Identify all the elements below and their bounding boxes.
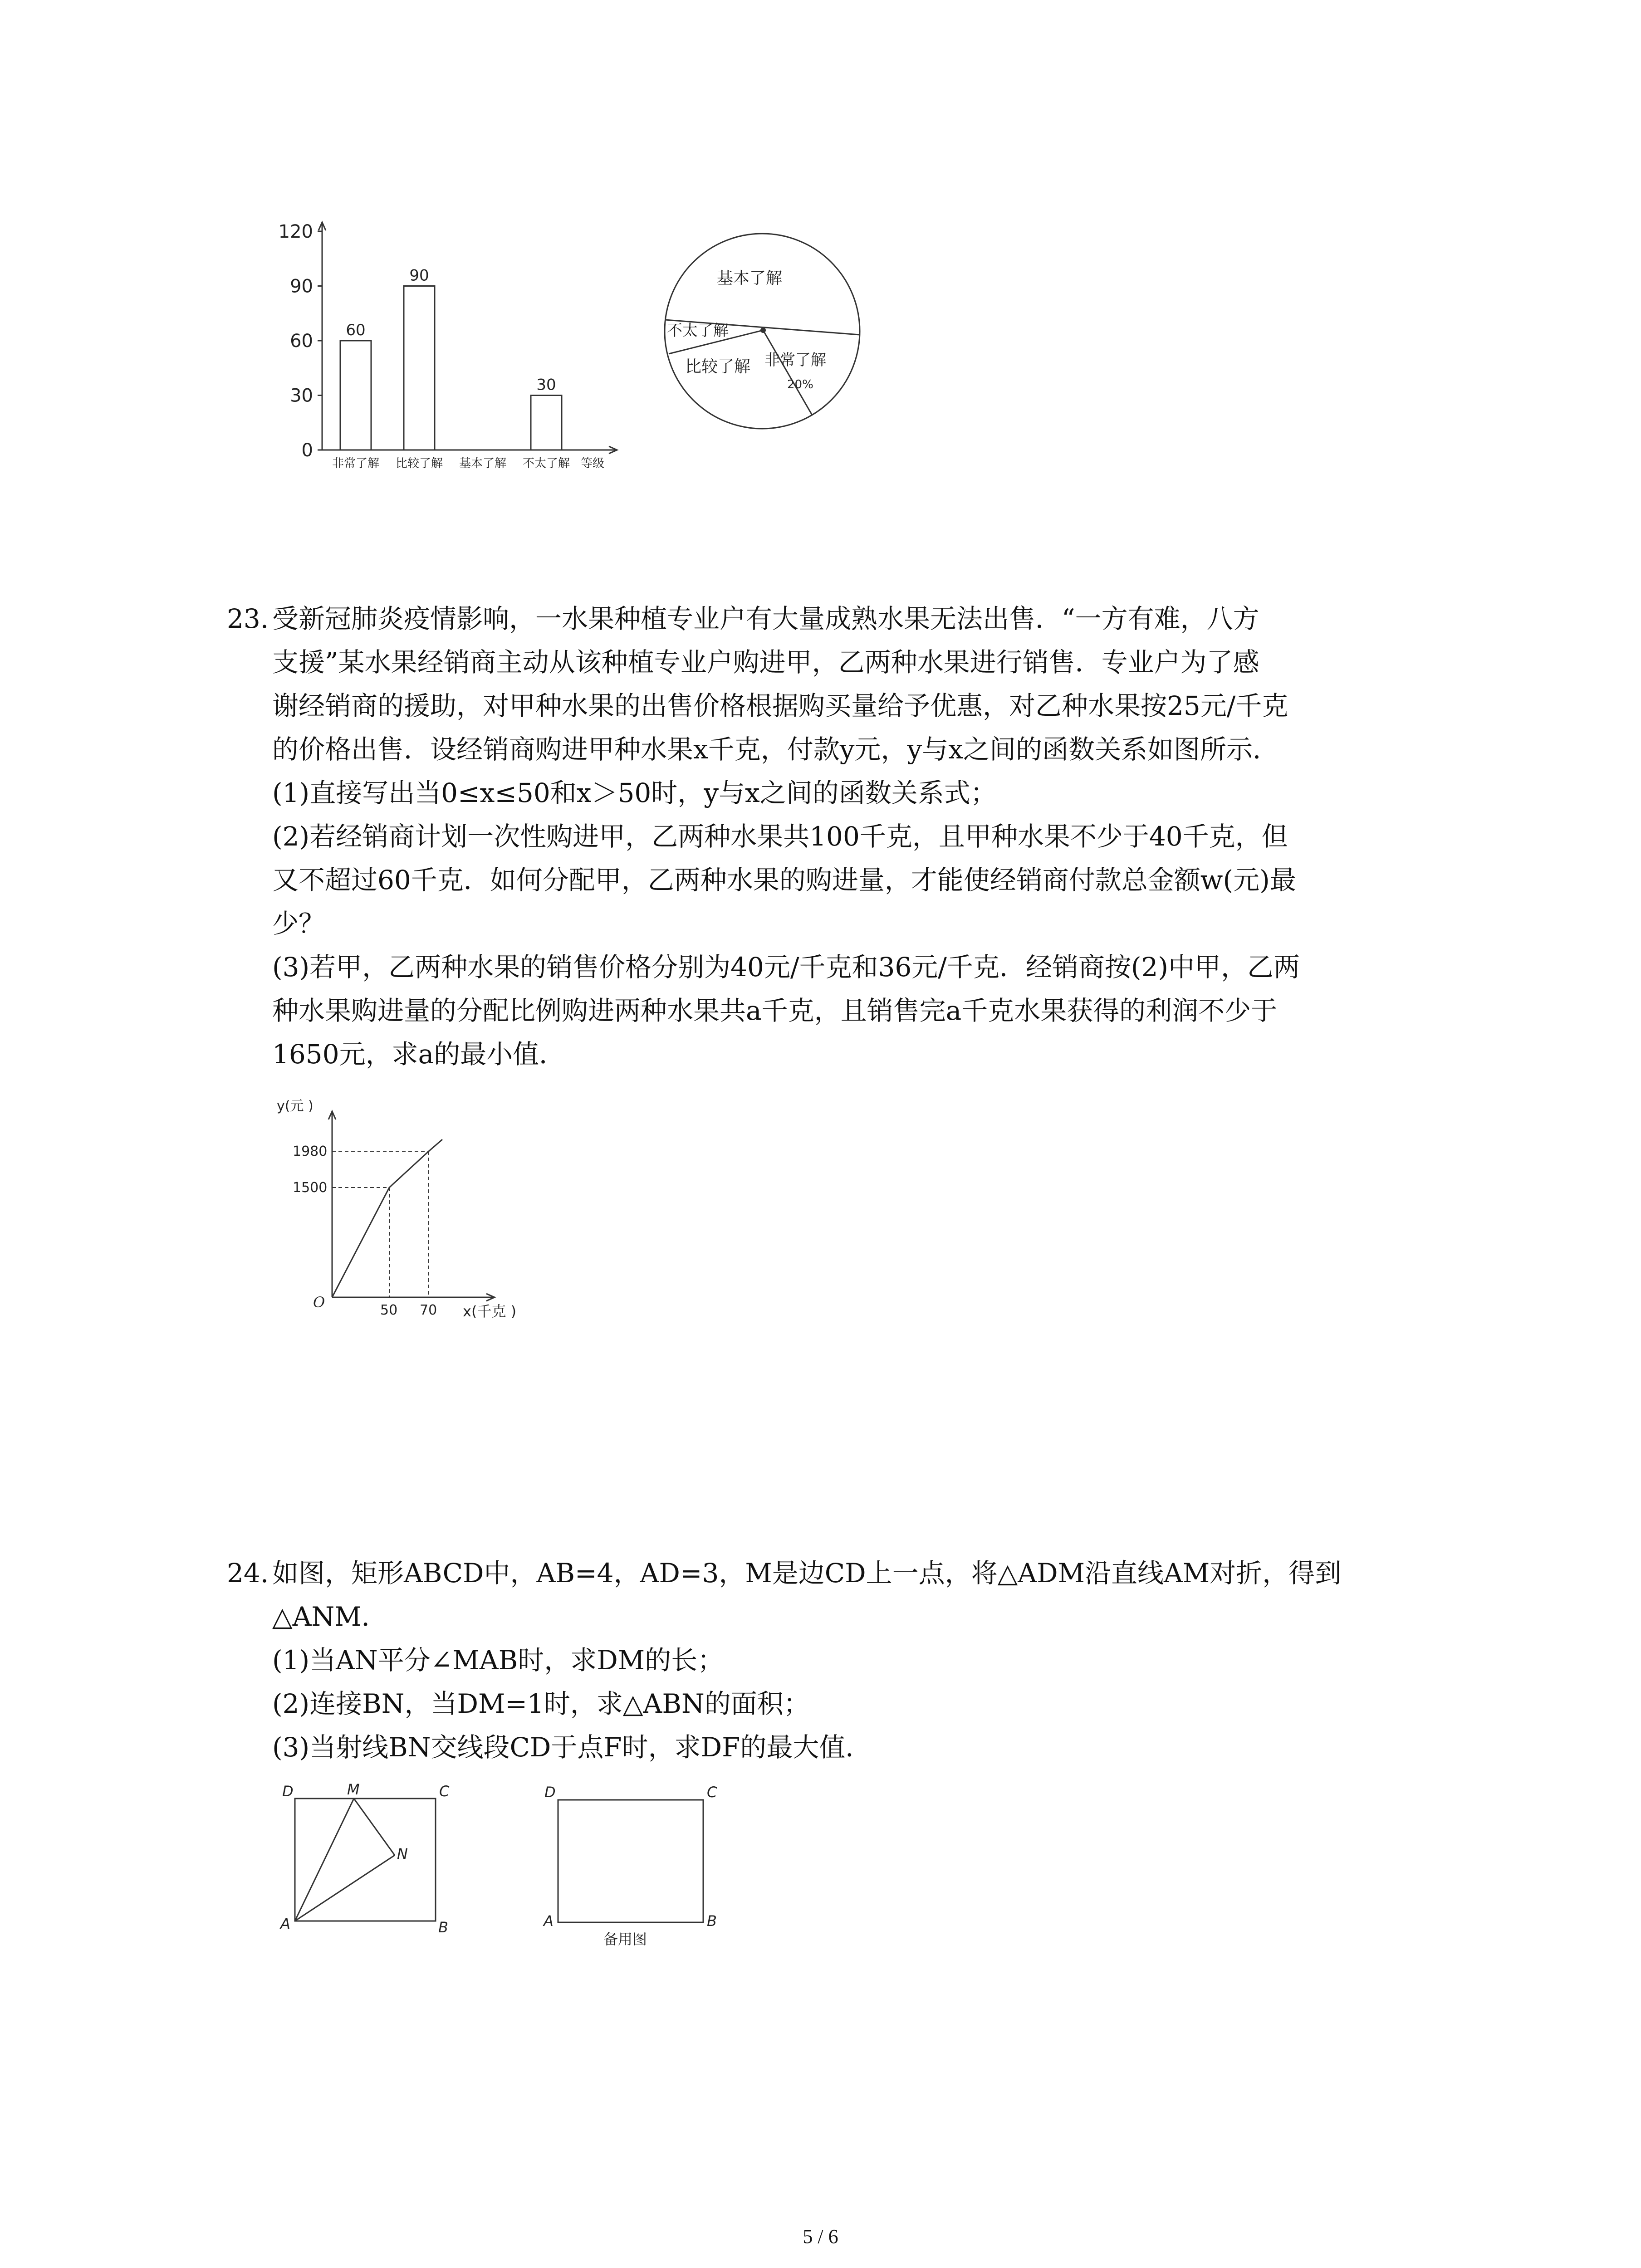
graph-tick-50: 50: [380, 1302, 398, 1318]
rect-abcd: [295, 1799, 436, 1921]
bar-ytick-label: 0: [301, 440, 313, 461]
q24-line-1: 如图，矩形ABCD中，AB=4，AD=3，M是边CD上一点，将△ADM沿直线AM对折，得到: [272, 1558, 1342, 1589]
q23-line-5: (1)直接写出当0≤x≤50和x＞50时，y与x之间的函数关系式；: [272, 777, 997, 808]
q23-line-2: 支援”某水果经销商主动从该种植专业户购进甲，乙两种水果进行销售．专业户为了感: [272, 647, 1259, 678]
fig2-caption: 备用图: [603, 1931, 647, 1948]
page-number: 5 / 6: [803, 2225, 838, 2248]
fig2-label-c: C: [707, 1784, 717, 1801]
q23-line-11: 1650元，求a的最小值．: [272, 1039, 566, 1070]
fig1-label-c: C: [439, 1783, 450, 1800]
pie-divider-3: [763, 330, 812, 415]
bar-ytick-label: 60: [290, 331, 313, 352]
pie-label-fairly: 比较了解: [685, 357, 751, 376]
q24-figure-spare: [535, 1783, 735, 1955]
bar-1: [404, 286, 435, 450]
fig2-label-b: B: [707, 1912, 717, 1930]
bar-ytick-label: 120: [278, 221, 313, 242]
q23-number: 23.: [227, 603, 269, 634]
rect-spare: [558, 1800, 703, 1922]
q24-line-5: (3)当射线BN交线段CD于点F时，求DF的最大值．: [272, 1732, 872, 1763]
graph-tick-70: 70: [420, 1302, 437, 1318]
graph-origin: O: [313, 1294, 325, 1311]
fig1-label-n: N: [397, 1845, 408, 1862]
fig1-label-m: M: [347, 1783, 360, 1798]
q23-line-7: 又不超过60千克．如何分配甲，乙两种水果的购进量，才能使经销商付款总金额w(元)最: [272, 865, 1296, 895]
fig2-label-a: A: [544, 1912, 554, 1930]
q23-function-graph: [268, 1098, 558, 1334]
fig1-label-a: A: [280, 1915, 290, 1932]
q23-line-1: 受新冠肺炎疫情影响，一水果种植专业户有大量成熟水果无法出售．“一方有难，八方: [272, 603, 1259, 634]
graph-tick-1500: 1500: [293, 1180, 328, 1196]
graph-function-line: [332, 1139, 442, 1297]
fig2-label-d: D: [544, 1784, 556, 1801]
bar-category-label: 不太了解: [522, 457, 570, 470]
fig1-label-b: B: [438, 1919, 448, 1936]
q23-line-9: (3)若甲，乙两种水果的销售价格分别为40元/千克和36元/千克．经销商按(2)中甲，乙两: [272, 952, 1300, 982]
pie-label-not-much: 不太了解: [667, 322, 729, 340]
bar-3: [531, 396, 562, 450]
bar-ytick-label: 90: [290, 276, 313, 297]
bar-category-label: 基本了解: [459, 457, 507, 470]
bar-category-label: 非常了解: [332, 457, 380, 470]
q24-line-4: (2)连接BN，当DM=1时，求△ABN的面积；: [272, 1688, 810, 1719]
q23-line-4: 的价格出售．设经销商购进甲种水果x千克，付款y元，y与x之间的函数关系如图所示．: [272, 734, 1279, 765]
q24-line-2: △ANM．: [272, 1601, 388, 1632]
q24-line-3: (1)当AN平分∠MAB时，求DM的长；: [272, 1645, 724, 1676]
bar-category-label: 比较了解: [395, 457, 443, 470]
fig1-label-d: D: [282, 1783, 294, 1800]
bar-data-label: 60: [346, 321, 366, 339]
graph-x-label: x(千克 ): [463, 1303, 517, 1320]
q24-number: 24.: [227, 1558, 269, 1589]
segment-mn: [354, 1799, 395, 1855]
bar-xlabel: 等级: [581, 457, 605, 470]
bar-0: [340, 341, 371, 450]
segment-am: [295, 1799, 354, 1921]
pie-label-percent: 20%: [787, 378, 813, 391]
pie-chart: [653, 222, 871, 440]
pie-label-very: 非常了解: [764, 351, 826, 369]
graph-tick-1980: 1980: [293, 1144, 328, 1159]
pie-center: [760, 327, 766, 333]
bar-ytick-label: 30: [290, 385, 313, 406]
q23-line-8: 少？: [272, 908, 325, 939]
bar-data-label: 30: [536, 376, 556, 394]
q23-line-3: 谢经销商的援助，对甲种水果的出售价格根据购买量给予优惠，对乙种水果按25元/千克: [272, 690, 1288, 721]
q23-line-6: (2)若经销商计划一次性购进甲，乙两种水果共100千克，且甲种水果不少于40千克，但: [272, 821, 1288, 852]
segment-an: [295, 1855, 395, 1921]
q23-line-10: 种水果购进量的分配比例购进两种水果共a千克，且销售完a千克水果获得的利润不少于: [272, 995, 1278, 1026]
q24-figure-main: [272, 1783, 463, 1937]
graph-y-label: y(元 ): [277, 1098, 314, 1114]
pie-label-basic: 基本了解: [717, 269, 783, 288]
bar-data-label: 90: [409, 266, 429, 285]
bar-chart: [254, 213, 635, 485]
